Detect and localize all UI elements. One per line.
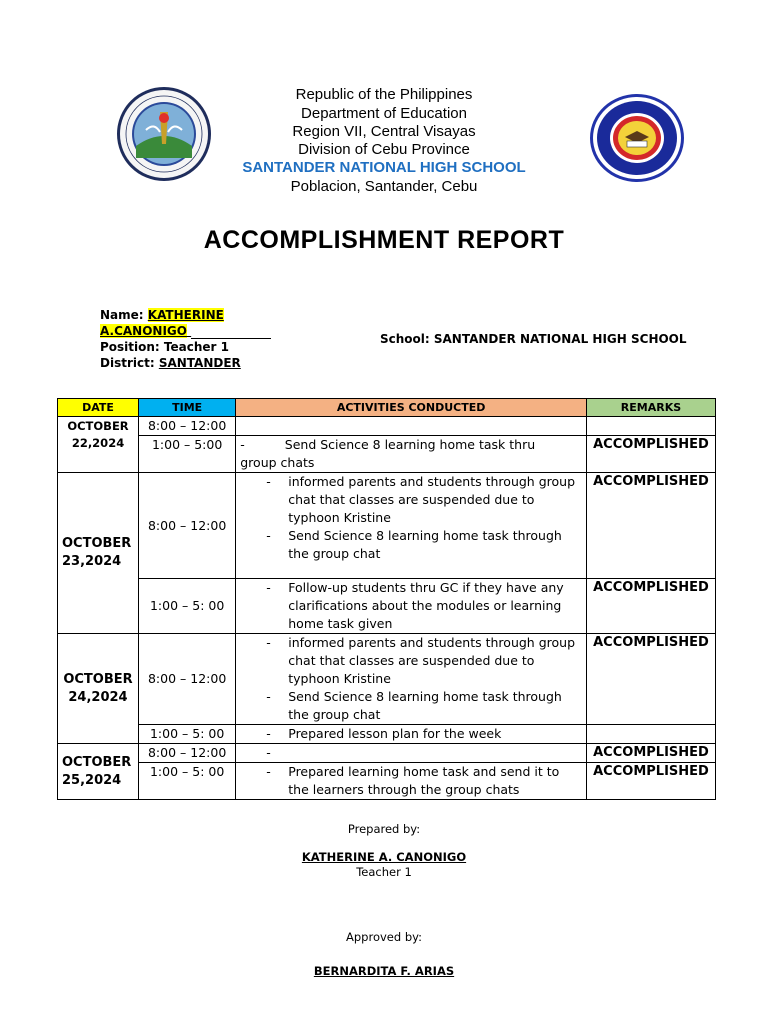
header-division: Division of Cebu Province (298, 141, 470, 158)
remarks-cell: ACCOMPLISHED (586, 436, 715, 473)
school-line: School: SANTANDER NATIONAL HIGH SCHOOL (380, 332, 687, 346)
table-row (58, 744, 716, 763)
remarks-cell (586, 417, 715, 436)
time-cell: 1:00 – 5: 00 (139, 725, 236, 744)
activity-cell: - Prepared learning home task and send it to the learners through the group chats (236, 763, 587, 800)
time-cell: 8:00 – 12:00 (139, 634, 236, 725)
remarks-cell: ACCOMPLISHED (586, 473, 715, 579)
table-row (58, 763, 716, 800)
prepared-by-label: Prepared by: (347, 822, 421, 836)
date-cell: OCTOBER 24,2024 (58, 634, 139, 744)
district-value: SANTANDER (158, 356, 241, 370)
remarks-cell (586, 725, 715, 744)
accomplishment-table (57, 398, 716, 800)
time-cell: 1:00 – 5:00 (139, 436, 236, 473)
table-row (58, 473, 716, 579)
approved-by-name: BERNARDITA F. ARIAS (313, 964, 455, 978)
remarks-cell: ACCOMPLISHED (586, 744, 715, 763)
activity-cell: - (236, 744, 587, 763)
approved-by-label: Approved by: (346, 930, 422, 944)
time-cell: 1:00 – 5: 00 (139, 579, 236, 634)
header-time: TIME (139, 399, 236, 417)
header-date: DATE (58, 399, 139, 417)
header-activities: ACTIVITIES CONDUCTED (236, 399, 587, 417)
header-address: Poblacion, Santander, Cebu (290, 178, 478, 195)
activity-cell: - Send Science 8 learning home task thru group chats (236, 436, 587, 473)
activity-cell: - informed parents and students through group chat that classes are suspended due to typhoon Kristine - Send Science 8 learning home task through the group chat (236, 634, 587, 725)
time-cell: 8:00 – 12:00 (139, 744, 236, 763)
report-title: ACCOMPLISHMENT REPORT (203, 226, 565, 254)
table-header-row (58, 399, 716, 417)
name-value-2: A.CANONIGO (100, 324, 187, 338)
header-region: Region VII, Central Visayas (292, 123, 476, 140)
name-value-1: KATHERINE (147, 308, 224, 322)
table-row (58, 634, 716, 725)
table-row (58, 579, 716, 634)
time-cell: 8:00 – 12:00 (139, 417, 236, 436)
activity-cell: - informed parents and students through group chat that classes are suspended due to typhoon Kristine - Send Science 8 learning home task through the group chat (236, 473, 587, 579)
header-remarks: REMARKS (586, 399, 715, 417)
date-cell: OCTOBER 23,2024 (58, 473, 139, 634)
time-cell: 8:00 – 12:00 (139, 473, 236, 579)
table-row (58, 417, 716, 436)
table-row (58, 725, 716, 744)
activity-cell: - Follow-up students thru GC if they have any clarifications about the modules or learning home task given (236, 579, 587, 634)
prepared-by-name: KATHERINE A. CANONIGO (301, 850, 467, 864)
date-cell: OCTOBER 25,2024 (58, 744, 139, 800)
activity-cell (236, 417, 587, 436)
header-deped: Department of Education (301, 105, 467, 122)
remarks-cell: ACCOMPLISHED (586, 763, 715, 800)
remarks-cell: ACCOMPLISHED (586, 579, 715, 634)
header-school-name: SANTANDER NATIONAL HIGH SCHOOL (242, 159, 526, 176)
position-line: Position: Teacher 1 (100, 340, 229, 354)
date-cell: OCTOBER 22,2024 (58, 417, 139, 473)
table-row (58, 436, 716, 473)
activity-cell: - Prepared lesson plan for the week (236, 725, 587, 744)
remarks-cell: ACCOMPLISHED (586, 634, 715, 725)
time-cell: 1:00 – 5: 00 (139, 763, 236, 800)
prepared-by-title: Teacher 1 (356, 865, 412, 879)
name-label: Name: (100, 308, 144, 322)
header-republic: Republic of the Philippines (295, 86, 473, 103)
teacher-info (100, 307, 340, 371)
district-label: District: (100, 356, 155, 370)
